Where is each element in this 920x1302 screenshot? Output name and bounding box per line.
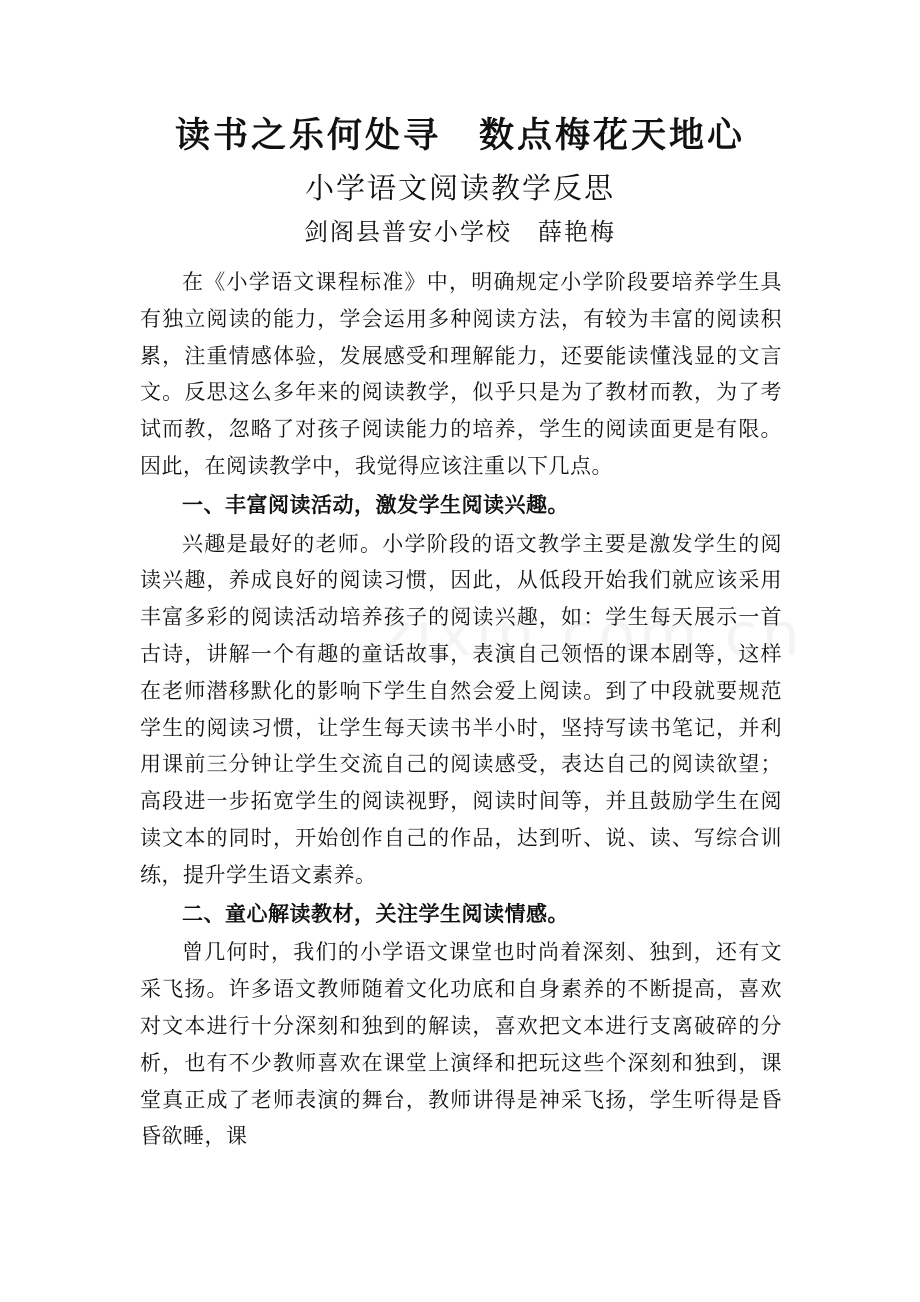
paragraph-intro: 在《小学语文课程标准》中，明确规定小学阶段要培养学生具有独立阅读的能力，学会运用多种阅读方法，有较为丰富的阅读积累，注重情感体验，发展感受和理解能力，还要能读懂浅显的文言文。反思这么多年来的阅读教学，似乎只是为了教材而教，为了考试而教，忽略了对孩子阅读能力的培养，学生的阅读面更是有限。因此，在阅读教学中，我觉得应该注重以下几点。 bbox=[140, 270, 782, 478]
paragraph-section-2: 曾几何时，我们的小学语文课堂也时尚着深刻、独到，还有文采飞扬。许多语文教师随着文化功底和自身素养的不断提高，喜欢对文本进行十分深刻和独到的解读，喜欢把文本进行支离破碎的分析，也有不少教师喜欢在课堂上演绎和把玩这些个深刻和独到，课堂真正成了老师表演的舞台，教师讲得是神采飞扬，学生听得是昏昏欲睡，课 bbox=[140, 940, 782, 1149]
document-body bbox=[140, 264, 782, 1155]
section-heading-1: 一、丰富阅读活动，激发学生阅读兴趣。 bbox=[182, 491, 569, 517]
document-title: 读书之乐何处寻 数点梅花天地心 bbox=[174, 115, 745, 156]
document-subtitle: 小学语文阅读教学反思 bbox=[304, 171, 615, 205]
document-author: 剑阁县普安小学校 薛艳梅 bbox=[304, 218, 616, 246]
paragraph-section-1: 兴趣是最好的老师。小学阶段的语文教学主要是激发学生的阅读兴趣，养成良好的阅读习惯，因此，从低段开始我们就应该采用丰富多彩的阅读活动培养孩子的阅读兴趣，如：学生每天展示一首古诗，讲解一个有趣的童话故事，表演自己领悟的课本剧等，这样在老师潜移默化的影响下学生自然会爱上阅读。到了中段就要规范学生的阅读习惯，让学生每天读书半小时，坚持写读书笔记，并利用课前三分钟让学生交流自己的阅读感受，表达自己的阅读欲望；高段进一步拓宽学生的阅读视野，阅读时间等，并且鼓励学生在阅读文本的同时，开始创作自己的作品，达到听、说、读、写综合训练，提升学生语文素养。 bbox=[140, 531, 782, 887]
section-heading-2: 二、童心解读教材，关注学生阅读情感。 bbox=[182, 900, 569, 926]
